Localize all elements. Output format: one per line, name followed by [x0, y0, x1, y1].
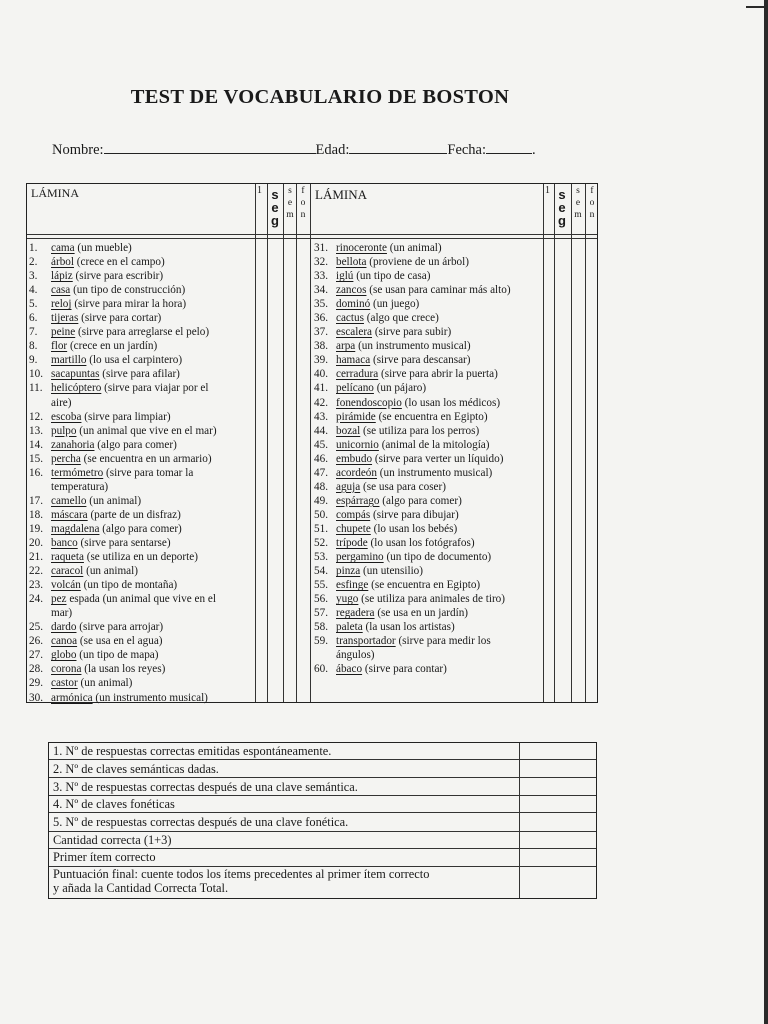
item-clue: (un utensilio)	[360, 565, 424, 578]
item-number: 25.	[29, 621, 43, 634]
item-clue: (animal de la mitología)	[378, 438, 490, 451]
vocabulary-item	[314, 353, 543, 367]
item-number: 51.	[314, 522, 328, 535]
item-clue: (sirve para arrojar)	[76, 621, 164, 634]
item-clue: (se usan para caminar más alto)	[366, 284, 511, 297]
summary-row: 1. Nº de respuestas correctas emitidas espontáneamente.	[53, 744, 332, 758]
vocabulary-item	[29, 452, 255, 466]
item-word: espárrago	[336, 494, 380, 507]
item-word: globo	[51, 649, 77, 662]
vocabulary-item	[29, 410, 255, 424]
header-divider	[27, 234, 597, 235]
item-clue: (se encuentra en Egipto)	[375, 410, 488, 423]
item-word: dardo	[51, 621, 77, 634]
item-number: 31.	[314, 242, 328, 254]
item-number: 21.	[29, 551, 43, 564]
item-word: cactus	[336, 312, 364, 325]
item-clue: (algo para comer)	[379, 494, 462, 507]
item-word: zancos	[336, 284, 367, 297]
summary-row-line	[49, 759, 596, 760]
vocabulary-item	[314, 283, 543, 297]
item-clue: (parte de un disfraz)	[87, 508, 181, 521]
page-edge-mark	[746, 6, 764, 8]
vocabulary-item	[314, 634, 543, 662]
item-clue: (se utiliza para los perros)	[360, 424, 480, 437]
item-word: reloj	[51, 298, 72, 311]
item-clue: (un animal)	[386, 242, 442, 254]
item-number: 18.	[29, 508, 43, 521]
items-column-left	[29, 241, 255, 705]
vocabulary-item	[29, 269, 255, 283]
vocabulary-item	[29, 550, 255, 564]
item-word: aguja	[336, 480, 361, 493]
summary-row-line	[49, 795, 596, 796]
vocabulary-item	[314, 466, 543, 480]
vocabulary-item	[29, 634, 255, 648]
vocabulary-item	[314, 564, 543, 578]
item-word: regadera	[336, 607, 375, 620]
vocabulary-item	[314, 381, 543, 395]
item-clue: (sirve para abrir la puerta)	[378, 368, 498, 381]
item-clue: (un tipo de mapa)	[76, 649, 159, 662]
item-number: 13.	[29, 424, 43, 437]
item-number: 19.	[29, 522, 43, 535]
column-divider	[571, 184, 572, 702]
item-clue: (se utiliza para animales de tiro)	[358, 593, 505, 606]
item-number: 43.	[314, 410, 328, 423]
summary-table	[48, 742, 597, 899]
item-clue: (un juego)	[370, 298, 420, 311]
item-clue: (sirve para subir)	[372, 326, 452, 339]
item-clue: (un animal)	[77, 677, 133, 690]
item-number: 34.	[314, 284, 328, 297]
vocabulary-item	[314, 367, 543, 381]
vocabulary-item	[29, 494, 255, 508]
item-word: compás	[336, 508, 371, 521]
vocabulary-item	[314, 536, 543, 550]
item-number: 60.	[314, 663, 328, 676]
vocabulary-item	[314, 508, 543, 522]
item-word: acordeón	[336, 466, 377, 479]
item-clue: (sirve para viajar por el	[101, 382, 209, 395]
item-word: bozal	[336, 424, 361, 437]
column-divider	[267, 184, 268, 702]
item-word: pulpo	[51, 424, 77, 437]
item-word: rinoceronte	[336, 242, 387, 254]
item-clue-continuation: ángulos)	[336, 649, 375, 662]
item-number: 28.	[29, 663, 43, 676]
summary-row-line	[49, 812, 596, 813]
summary-row-line	[49, 848, 596, 849]
item-number: 44.	[314, 424, 328, 437]
item-word: banco	[51, 536, 78, 549]
vocabulary-item	[29, 508, 255, 522]
item-number: 8.	[29, 340, 38, 353]
column-divider	[283, 184, 284, 702]
item-number: 22.	[29, 565, 43, 578]
item-word: bellota	[336, 256, 367, 269]
vocabulary-item	[314, 255, 543, 269]
summary-row: Cantidad correcta (1+3)	[53, 833, 172, 847]
item-number: 47.	[314, 466, 328, 479]
item-number: 48.	[314, 480, 328, 493]
vocabulary-item	[29, 241, 255, 255]
item-word: raqueta	[51, 551, 84, 564]
item-number: 11.	[29, 382, 43, 395]
item-clue: (lo usan los bebés)	[370, 522, 458, 535]
vocabulary-item	[314, 297, 543, 311]
item-number: 6.	[29, 312, 38, 325]
item-word: arpa	[336, 340, 356, 353]
item-word: hamaca	[336, 354, 371, 367]
item-word: percha	[51, 452, 81, 465]
column-divider	[554, 184, 555, 702]
item-number: 24.	[29, 593, 43, 606]
item-number: 39.	[314, 354, 328, 367]
summary-row-line	[49, 831, 596, 832]
item-clue: (sirve para arreglarse el pelo)	[75, 326, 210, 339]
vocabulary-item	[29, 283, 255, 297]
item-clue: (algo que crece)	[363, 312, 439, 325]
item-number: 53.	[314, 551, 328, 564]
item-clue: (se utiliza en un deporte)	[83, 551, 198, 564]
edad-label: Edad:	[315, 142, 350, 158]
vocabulary-item	[29, 578, 255, 592]
item-clue: (un tipo de construcción)	[70, 284, 186, 297]
item-number: 57.	[314, 607, 328, 620]
vocabulary-item	[314, 550, 543, 564]
page-edge	[764, 0, 768, 1024]
summary-row: Puntuación final: cuente todos los ítems precedentes al primer ítem correcto	[53, 867, 430, 881]
item-number: 55.	[314, 579, 328, 592]
item-number: 50.	[314, 508, 328, 521]
item-clue: (la usan los artistas)	[362, 621, 455, 634]
item-word: caracol	[51, 565, 84, 578]
item-clue: (sirve para dibujar)	[370, 508, 459, 521]
item-clue: (crece en un jardín)	[67, 340, 158, 353]
vocabulary-item	[314, 424, 543, 438]
item-word: tijeras	[51, 312, 79, 325]
fecha-label: Fecha:	[447, 142, 487, 158]
nombre-field[interactable]	[104, 140, 316, 154]
item-word: helicóptero	[51, 382, 102, 395]
vocabulary-item	[29, 564, 255, 578]
item-word: fonendoscopio	[336, 396, 402, 409]
item-word: flor	[51, 340, 68, 353]
vocabulary-item	[314, 269, 543, 283]
item-number: 58.	[314, 621, 328, 634]
item-clue: (un instrumento musical)	[92, 691, 208, 704]
vocabulary-item	[314, 410, 543, 424]
vocabulary-item	[314, 452, 543, 466]
item-word: canoa	[51, 635, 78, 648]
item-word: termómetro	[51, 466, 104, 479]
item-word: cerradura	[336, 368, 379, 381]
vocabulary-item	[29, 662, 255, 676]
edad-field[interactable]	[349, 140, 447, 154]
vocabulary-item	[314, 592, 543, 606]
item-word: escalera	[336, 326, 373, 339]
vocabulary-item	[29, 297, 255, 311]
item-word: pez	[51, 593, 67, 606]
item-number: 33.	[314, 270, 328, 283]
item-number: 40.	[314, 368, 328, 381]
header-divider	[27, 238, 597, 239]
item-clue: (sirve para mirar la hora)	[71, 298, 187, 311]
summary-row-line	[49, 777, 596, 778]
item-clue: (sirve para afilar)	[99, 368, 180, 381]
item-number: 2.	[29, 256, 38, 269]
vocabulary-item	[314, 480, 543, 494]
column-divider	[585, 184, 586, 702]
item-clue: (un pájaro)	[373, 382, 427, 395]
item-word: escoba	[51, 410, 82, 423]
item-word: chupete	[336, 522, 371, 535]
item-word: magdalena	[51, 522, 100, 535]
column-divider	[543, 184, 544, 702]
item-word: lápiz	[51, 270, 73, 283]
summary-row: 4. Nº de claves fonéticas	[53, 797, 175, 811]
vocabulary-item	[29, 676, 255, 690]
item-number: 37.	[314, 326, 328, 339]
vocabulary-item	[29, 381, 255, 409]
item-clue: (se encuentra en Egipto)	[368, 579, 481, 592]
item-word: peine	[51, 326, 76, 339]
item-clue: (un instrumento musical)	[377, 466, 493, 479]
item-word: ábaco	[336, 663, 363, 676]
item-number: 1.	[29, 242, 38, 254]
item-number: 59.	[314, 635, 328, 648]
item-clue: (un animal)	[86, 494, 142, 507]
item-number: 9.	[29, 354, 38, 367]
vocabulary-item	[314, 438, 543, 452]
item-number: 3.	[29, 270, 38, 283]
item-number: 35.	[314, 298, 328, 311]
item-number: 38.	[314, 340, 328, 353]
vocabulary-item	[314, 311, 543, 325]
vocabulary-item	[29, 424, 255, 438]
item-number: 15.	[29, 452, 43, 465]
item-clue: (se usa en un jardín)	[374, 607, 469, 620]
item-word: pelícano	[336, 382, 374, 395]
vocabulary-item	[29, 466, 255, 494]
item-word: pirámide	[336, 410, 376, 423]
item-number: 26.	[29, 635, 43, 648]
col-1-header: 1	[257, 185, 262, 196]
vocabulary-item	[314, 396, 543, 410]
summary-row: Primer ítem correcto	[53, 850, 156, 864]
item-word: corona	[51, 663, 82, 676]
item-number: 23.	[29, 579, 43, 592]
item-clue: (sirve para medir los	[395, 635, 491, 648]
item-clue: (sirve para descansar)	[370, 354, 471, 367]
item-word: esfinge	[336, 579, 369, 592]
sem-header: s e m	[286, 186, 294, 220]
item-number: 14.	[29, 438, 43, 451]
item-number: 36.	[314, 312, 328, 325]
vocabulary-item	[29, 691, 255, 705]
vocabulary-item	[29, 648, 255, 662]
patient-info-line: Nombre: Edad: Fecha: .	[52, 142, 536, 158]
seg-header: s e g	[558, 187, 566, 228]
item-number: 29.	[29, 677, 43, 690]
item-clue-continuation: mar)	[51, 607, 73, 620]
item-number: 27.	[29, 649, 43, 662]
vocabulary-item	[314, 620, 543, 634]
item-word: sacapuntas	[51, 368, 100, 381]
item-clue: (un tipo de casa)	[353, 270, 431, 283]
item-clue: (algo para comer)	[99, 522, 182, 535]
item-word: paleta	[336, 621, 363, 634]
summary-row: 5. Nº de respuestas correctas después de una clave fonética.	[53, 815, 349, 829]
item-clue: espada (un animal que vive en el	[66, 593, 216, 606]
vocabulary-table	[26, 183, 598, 703]
item-clue: (algo para comer)	[94, 438, 177, 451]
item-number: 54.	[314, 565, 328, 578]
item-number: 41.	[314, 382, 328, 395]
item-clue: (se usa para coser)	[360, 480, 446, 493]
item-word: pinza	[336, 565, 361, 578]
nombre-label: Nombre:	[52, 142, 104, 158]
fon-header: f o n	[589, 186, 595, 220]
item-clue: (sirve para limpiar)	[81, 410, 171, 423]
item-number: 46.	[314, 452, 328, 465]
item-clue: (lo usan los fotógrafos)	[367, 536, 475, 549]
item-word: máscara	[51, 508, 88, 521]
column-divider	[255, 184, 256, 702]
vocabulary-item	[314, 662, 543, 676]
item-number: 30.	[29, 691, 43, 704]
item-clue: (un mueble)	[74, 242, 132, 254]
vocabulary-item	[29, 592, 255, 620]
sem-header: s e m	[574, 186, 582, 220]
item-clue: (sirve para escribir)	[72, 270, 164, 283]
item-clue: (sirve para tomar la	[103, 466, 194, 479]
item-clue: (sirve para sentarse)	[77, 536, 171, 549]
vocabulary-item	[29, 311, 255, 325]
item-clue: (crece en el campo)	[74, 256, 165, 269]
document-title: TEST DE VOCABULARIO DE BOSTON	[130, 86, 510, 108]
item-word: volcán	[51, 579, 81, 592]
item-word: casa	[51, 284, 71, 297]
item-word: dominó	[336, 298, 371, 311]
item-clue-continuation: temperatura)	[51, 480, 109, 493]
vocabulary-item	[29, 339, 255, 353]
column-divider	[310, 184, 311, 702]
item-word: zanahoria	[51, 438, 95, 451]
item-number: 45.	[314, 438, 328, 451]
item-word: martillo	[51, 354, 87, 367]
item-number: 42.	[314, 396, 328, 409]
item-word: camello	[51, 494, 87, 507]
item-clue: (la usan los reyes)	[81, 663, 166, 676]
item-clue: (lo usa el carpintero)	[86, 354, 183, 367]
vocabulary-item	[314, 606, 543, 620]
summary-row: 2. Nº de claves semánticas dadas.	[53, 762, 219, 776]
item-clue: (sirve para contar)	[362, 663, 447, 676]
item-word: trípode	[336, 536, 368, 549]
items-column-right	[314, 241, 543, 676]
vocabulary-item	[29, 536, 255, 550]
item-clue: (sirve para cortar)	[78, 312, 162, 325]
item-clue: (un tipo de documento)	[383, 551, 492, 564]
item-word: castor	[51, 677, 78, 690]
item-word: cama	[51, 242, 75, 254]
item-clue-continuation: aire)	[51, 396, 72, 409]
vocabulary-item	[314, 522, 543, 536]
item-word: transportador	[336, 635, 396, 648]
vocabulary-item	[29, 620, 255, 634]
vocabulary-item	[29, 367, 255, 381]
vocabulary-item	[29, 255, 255, 269]
item-number: 4.	[29, 284, 38, 297]
column-divider	[296, 184, 297, 702]
item-number: 5.	[29, 298, 38, 311]
item-word: pergamino	[336, 551, 384, 564]
vocabulary-item	[314, 578, 543, 592]
vocabulary-item	[29, 325, 255, 339]
item-clue: (lo usan los médicos)	[401, 396, 501, 409]
item-clue: (proviene de un árbol)	[366, 256, 469, 269]
item-number: 56.	[314, 593, 328, 606]
item-number: 52.	[314, 536, 328, 549]
item-word: unicornio	[336, 438, 379, 451]
item-clue: (un tipo de montaña)	[80, 579, 178, 592]
vocabulary-item	[29, 438, 255, 452]
col-1-header: 1	[545, 185, 550, 196]
lamina-header-left: LÁMINA	[31, 186, 79, 200]
item-number: 49.	[314, 494, 328, 507]
vocabulary-item	[314, 494, 543, 508]
vocabulary-item	[314, 241, 543, 255]
item-word: árbol	[51, 256, 74, 269]
item-number: 20.	[29, 536, 43, 549]
vocabulary-item	[29, 522, 255, 536]
vocabulary-item	[314, 325, 543, 339]
item-word: armónica	[51, 691, 93, 704]
vocabulary-item	[314, 339, 543, 353]
item-clue: (un instrumento musical)	[355, 340, 471, 353]
summary-row: y añada la Cantidad Correcta Total.	[53, 881, 229, 895]
item-word: embudo	[336, 452, 373, 465]
fon-header: f o n	[300, 186, 306, 220]
item-number: 17.	[29, 494, 43, 507]
item-word: yugo	[336, 593, 359, 606]
fecha-field[interactable]	[486, 140, 532, 154]
item-clue: (un animal que vive en el mar)	[76, 424, 217, 437]
item-number: 16.	[29, 466, 43, 479]
seg-header: s e g	[271, 187, 279, 228]
lamina-header-right: LÁMINA	[315, 187, 367, 202]
item-number: 10.	[29, 368, 43, 381]
item-number: 32.	[314, 256, 328, 269]
item-word: iglú	[336, 270, 354, 283]
item-clue: (un animal)	[83, 565, 138, 578]
vocabulary-item	[29, 353, 255, 367]
summary-row: 3. Nº de respuestas correctas después de una clave semántica.	[53, 780, 358, 794]
item-clue: (se usa en el agua)	[77, 635, 163, 648]
item-clue: (sirve para verter un líquido)	[372, 452, 504, 465]
item-clue: (se encuentra en un armario)	[80, 452, 212, 465]
item-number: 7.	[29, 326, 38, 339]
item-number: 12.	[29, 410, 43, 423]
